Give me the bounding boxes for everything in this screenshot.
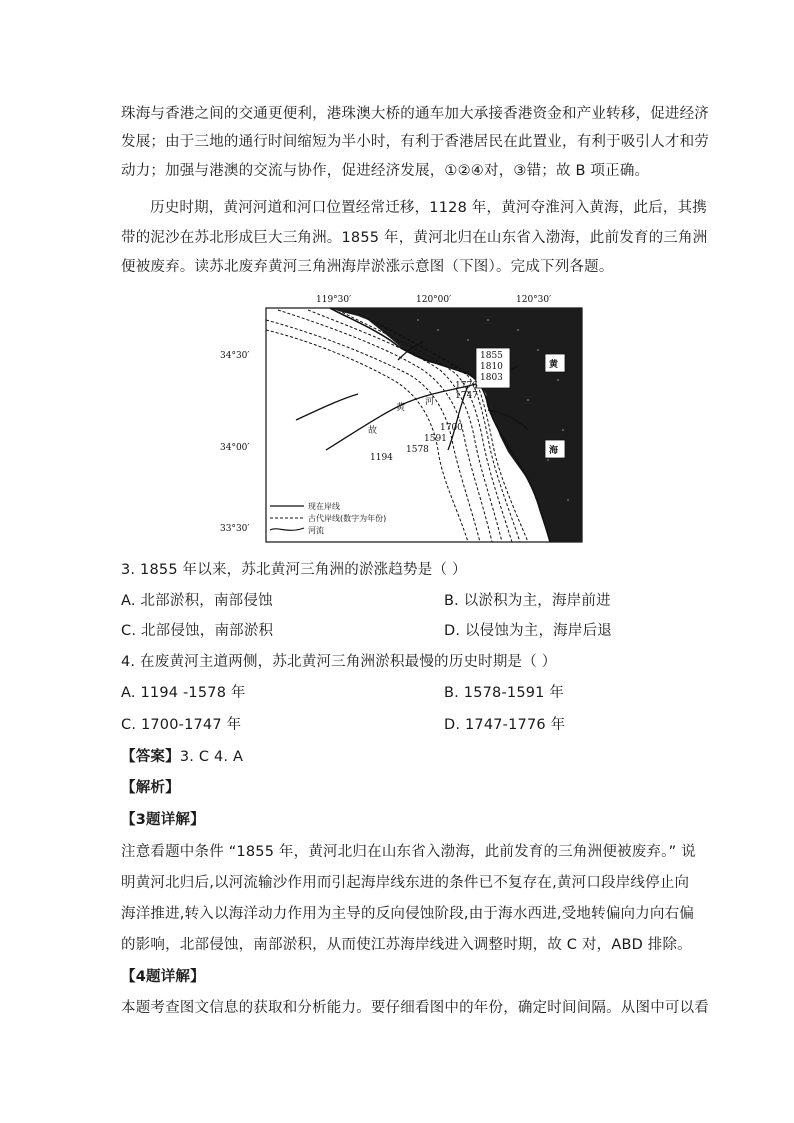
year-1747: 1747 [455,391,478,401]
legend-river: 河流 [308,526,324,535]
q3-title: 【3题详解】 [121,812,205,828]
lat-label: 33°30′ [220,524,250,534]
lon-label: 120°00′ [416,295,452,305]
lat-label: 34°30′ [220,351,250,361]
question-stem: 3. 1855 年以来，苏北黄河三角洲的淤涨趋势是（ ） [121,562,467,578]
map-svg [218,290,588,550]
question-option: D. 1747-1776 年 [444,717,566,733]
question-option: B. 以淤积为主，海岸前进 [444,593,611,609]
year-1700: 1700 [440,423,463,433]
river-char-he: 河 [425,397,435,407]
analysis-line: 明黄河北归后,以河流输沙作用而引起海岸线东进的条件已不复存在,黄河口段岸线停止向 [121,875,690,891]
year-1855: 1855 [480,351,503,361]
river-char-gu: 故 [368,426,378,436]
answer-label: 【答案】 [121,749,180,765]
delta-coastline-map [218,290,588,550]
analysis-line: 海洋推进,转入以海洋动力作用为主导的反向侵蚀阶段,由于海水西进,受地转偏向力向右偏 [121,906,695,922]
paragraph-line: 发展；由于三地的通行时间缩短为半小时，有利于香港居民在此置业，有利于吸引人才和劳 [121,134,709,150]
analysis-title: 【解析】 [121,780,180,796]
question-option: C. 1700-1747 年 [121,717,242,733]
lon-label: 119°30′ [316,295,352,305]
sea-char-hai: 海 [549,446,559,456]
paragraph-line: 便被废弃。读苏北废弃黄河三角洲海岸淤涨示意图（下图）。完成下列各题。 [121,259,614,275]
paragraph-line: 动力；加强与港澳的交流与协作，促进经济发展，①②④对，③错；故 B 项正确。 [121,163,650,179]
question-option: A. 北部淤积，南部侵蚀 [121,593,273,609]
question-option: A. 1194 -1578 年 [121,685,246,701]
question-option: D. 以侵蚀为主，海岸后退 [444,623,612,639]
year-1803: 1803 [480,373,503,383]
answer-text: 3. C 4. A [179,749,244,765]
analysis-line: 注意看题中条件 “1855 年，黄河北归在山东省入渤海，此前发育的三角洲便被废弃。” 说 [121,844,696,860]
paragraph-line: 带的泥沙在苏北形成巨大三角洲。1855 年，黄河北归在山东省入渤海，此前发育的三角洲 [121,230,708,246]
year-1810: 1810 [480,362,503,372]
year-1776: 1776 [455,381,478,391]
lat-label: 34°00′ [220,443,250,453]
analysis-line: 的影响，北部侵蚀，南部淤积，从而使江苏海岸线进入调整时期，故 C 对，ABD 排除。 [121,937,692,953]
year-1591: 1591 [424,434,447,444]
year-1194: 1194 [370,453,393,463]
question-option: C. 北部侵蚀，南部淤积 [121,623,274,639]
sea-char-huang: 黄 [549,360,559,370]
legend-present: 现在岸线 [308,502,340,511]
paragraph-line: 历史时期，黄河河道和河口位置经常迁移，1128 年，黄河夺淮河入黄海，此后，其携 [150,200,708,216]
analysis-line: 本题考查图文信息的获取和分析能力。要仔细看图中的年份，确定时间间隔。从图中可以看 [121,1000,709,1016]
year-1578: 1578 [406,445,429,455]
q4-title: 【4题详解】 [121,969,205,985]
paragraph-line: 珠海与香港之间的交通更便利，港珠澳大桥的通车加大承接香港资金和产业转移，促进经济 [121,106,709,122]
question-stem: 4. 在废黄河主道两侧，苏北黄河三角洲淤积最慢的历史时期是（ ） [121,654,557,670]
answer-line [121,746,681,768]
legend-ancient: 古代岸线(数字为年份) [308,514,387,523]
river-char-huang: 黄 [396,403,406,413]
question-option: B. 1578-1591 年 [444,685,565,701]
lon-label: 120°30′ [516,295,552,305]
